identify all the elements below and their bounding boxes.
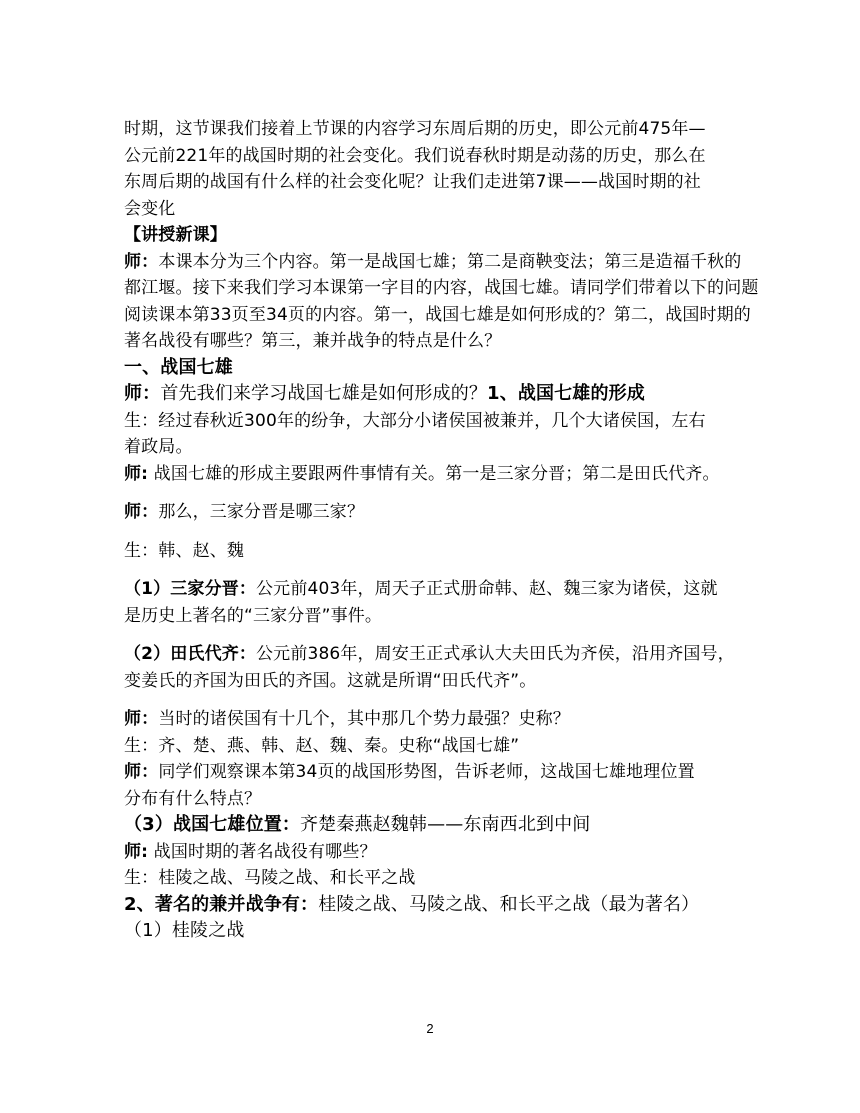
student-line: 生：韩、赵、魏 (124, 540, 245, 561)
teacher-line (124, 759, 744, 786)
line-text: 首先我们来学习战国七雄是如何形成的？ (160, 383, 488, 404)
student-line: 生：齐、楚、燕、韩、赵、魏、秦。史称“战国七雄” (124, 735, 520, 756)
document-body (124, 116, 759, 945)
paragraph-line: 阅读课本第33页至34页的内容。第一，战国七雄是如何形成的？第二，战国时期的 (124, 304, 751, 325)
teacher-line (124, 706, 744, 733)
subsection-title: 1、战国七雄的形成 (487, 383, 645, 404)
teacher-line (124, 499, 744, 526)
paragraph-line: 会变化 (124, 198, 176, 219)
paragraph-line: 着政局。 (124, 437, 193, 457)
section-heading: 【讲授新课】 (124, 225, 227, 245)
paragraph-line: 分布有什么特点？ (124, 788, 262, 809)
speaker-label: 师： (124, 383, 161, 404)
line-text: 同学们观察课本第34页的战国形势图，告诉老师，这战国七雄地理位置 (158, 762, 695, 782)
teacher-line (124, 839, 744, 866)
paragraph-line: 公元前221年的战国时期的社会变化。我们说春秋时期是动荡的历史，那么在 (124, 145, 706, 166)
teacher-line (124, 249, 744, 276)
paragraph-line: 变姜氏的齐国为田氏的齐国。这就是所谓“田氏代齐”。 (124, 670, 537, 691)
term-label: 2、著名的兼并战争有： (124, 893, 319, 915)
term-label: （2）田氏代齐： (124, 644, 257, 664)
line-text: 当时的诸侯国有十几个，其中那几个势力最强？史称？ (158, 709, 570, 729)
teacher-line (124, 461, 744, 488)
teacher-line (124, 381, 744, 408)
line-text: 战国七雄的形成主要跟两件事情有关。第一是三家分晋；第二是田氏代齐。 (148, 463, 720, 484)
paragraph-line: 著名战役有哪些？第三，兼并战争的特点是什么？ (124, 331, 502, 351)
line-text: 公元前386年，周安王正式承认大夫田氏为齐侯，沿用齐国号， (256, 644, 735, 664)
line-text: 齐楚秦燕赵魏韩——东南西北到中间 (300, 814, 591, 835)
term-label: （3）战国七雄位置： (124, 814, 301, 835)
page-number: 2 (426, 1021, 434, 1036)
paragraph-line: 都江堰。接下来我们学习本课第一字目的内容，战国七雄。请同学们带着以下的问题 (124, 278, 759, 298)
paragraph-line: 是历史上著名的“三家分晋”事件。 (124, 605, 383, 626)
definition-line (124, 892, 744, 919)
definition-line (124, 812, 744, 839)
section-heading: 一、战国七雄 (124, 356, 233, 378)
speaker-label: 师: (124, 463, 149, 484)
term-label: （1）三家分晋： (124, 579, 257, 599)
definition-line (124, 641, 744, 668)
paragraph-line: 东周后期的战国有什么样的社会变化呢？让我们走进第7课——战国时期的社 (124, 172, 701, 192)
speaker-label: 师： (124, 762, 159, 782)
line-text: 桂陵之战、马陵之战、和长平之战（最为著名） (318, 893, 700, 915)
definition-line (124, 576, 744, 603)
student-line: 生：经过春秋近300年的纷争，大部分小诸侯国被兼并，几个大诸侯国，左右 (124, 410, 706, 431)
line-text: 公元前403年，周天子正式册命韩、赵、魏三家为诸侯，这就 (256, 579, 718, 599)
paragraph-line: 时期，这节课我们接着上节课的内容学习东周后期的历史，即公元前475年— (124, 119, 706, 139)
student-line: 生：桂陵之战、马陵之战、和长平之战 (124, 868, 416, 888)
line-text: 那么，三家分晋是哪三家？ (158, 502, 365, 522)
line-text: 本课本分为三个内容。第一是战国七雄；第二是商鞅变法；第三是造福千秋的 (158, 251, 742, 272)
speaker-label: 师： (124, 709, 159, 729)
speaker-label: 师: (124, 841, 149, 862)
line-text: 战国时期的著名战役有哪些？ (148, 841, 377, 862)
speaker-label: 师： (124, 502, 159, 522)
speaker-label: 师： (124, 251, 159, 272)
paragraph-line: （1）桂陵之战 (124, 920, 245, 941)
